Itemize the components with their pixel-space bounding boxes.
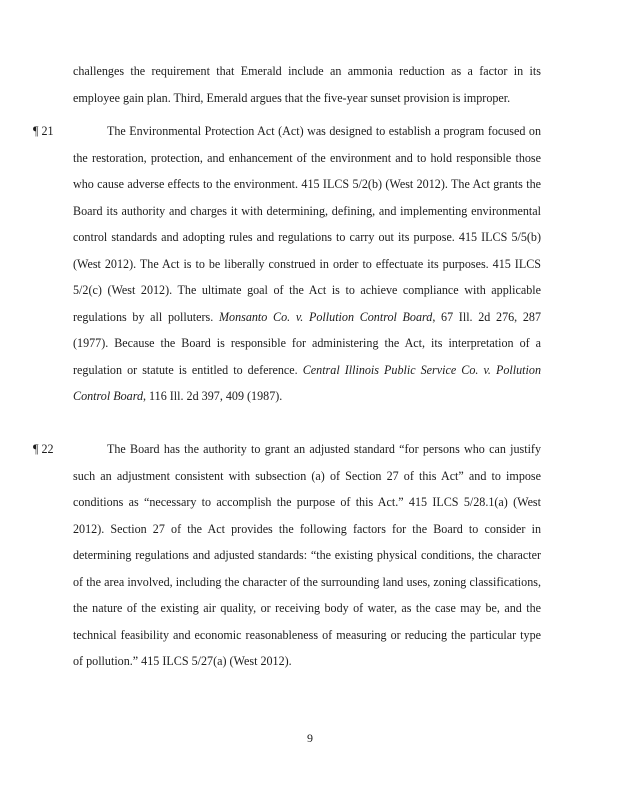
paragraph-number-21: ¶ 21 <box>33 124 54 138</box>
paragraph-21-text-2: , 67 Ill. 2d 276, 287 (1977). Because the Board is responsible for administering the Act, its interpretation of a regulation or statute is entitled to deference. <box>73 309 542 377</box>
paragraph-number-22: ¶ 22 <box>33 442 54 456</box>
case-citation-monsanto: Monsanto Co. v. Pollution Control Board <box>218 309 433 324</box>
case-citation-central-illinois: Central Illinois Public Service Co. v. Pollution Control Board <box>73 362 541 403</box>
page-number: 9 <box>307 731 313 745</box>
paragraph-21 <box>73 118 541 410</box>
paragraph-21-text-3: , 116 Ill. 2d 397, 409 (1987). <box>143 389 283 403</box>
paragraph-22 <box>73 436 541 675</box>
paragraph-22-text: The Board has the authority to grant an adjusted standard “for persons who can justify such an adjustment consistent with subsection (a) of Section 27 of this Act” and to impose conditions as “necessary to accomplish the purpose of this Act.” 415 ILCS 5/28.1(a) (West 2012). Section 27 of the Act provides the following factors for the Board to consider in determining regulations and adjusted standards: “the existing physical conditions, the character of the area involved, including the character of the surrounding land uses, zoning classifications, the nature of the existing air quality, or receiving body of water, as the case may be, and the technical feasibility and economic reasonableness of measuring or reducing the particular type of pollution.” 415 ILCS 5/27(a) (West 2012). <box>73 442 541 668</box>
continuation-paragraph: challenges the requirement that Emerald include an ammonia reduction as a factor in its employee gain plan. Third, Emerald argues that the five-year sunset provision is improper. <box>73 64 541 105</box>
paragraph-21-text-1: The Environmental Protection Act (Act) was designed to establish a program focused on the restoration, protection, and enhancement of the environment and to hold responsible those who cause adverse effects to the environment. 415 ILCS 5/2(b) (West 2012). The Act grants the Board its authority and charges it with determining, defining, and implementing environmental control standards and adopting rules and regulations to carry out its purpose. 415 ILCS 5/5(b) (West 2012). The Act is to be liberally construed in order to effectuate its purposes. 415 ILCS 5/2(c) (West 2012). The ultimate goal of the Act is to achieve compliance with applicable regulations by all polluters. <box>73 124 541 324</box>
